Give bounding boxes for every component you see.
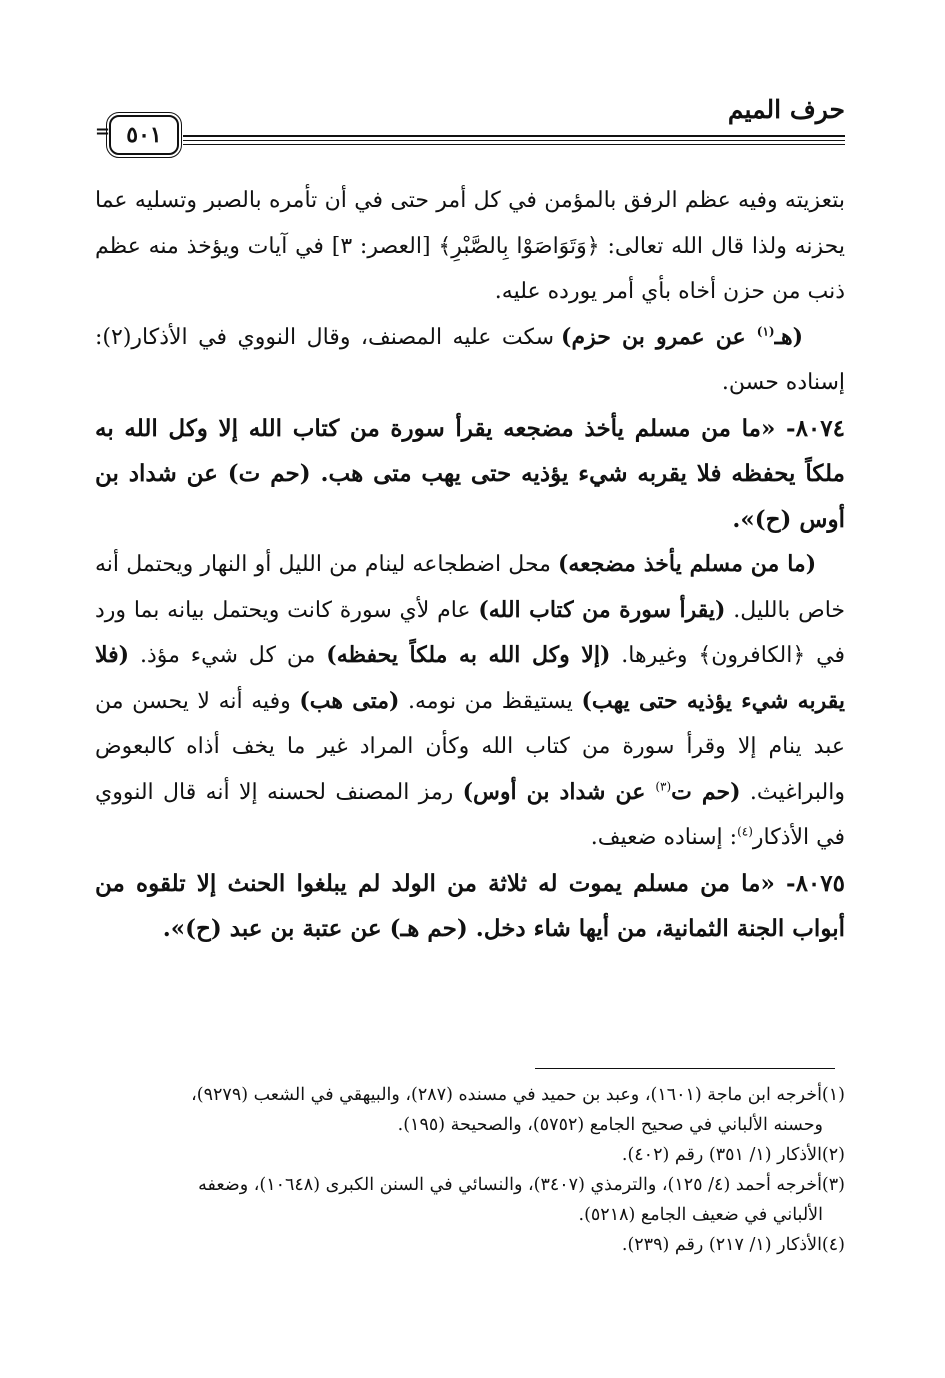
hadith-8075: ٨٠٧٥- «ما من مسلم يموت له ثلاثة من الولد لم يبلغوا الحنث إلا تلقوه من أبواب الجنة الثمانية، من أيها شاء دخل. (حم هـ) عن عتبة بن عبد (ح)». (95, 869, 845, 942)
footnote-separator (535, 1068, 835, 1069)
source-marker: (هـ$^{(١)}$ عن عمرو بن حزم) (561, 323, 804, 350)
footnote-3-continued: الألباني في ضعيف الجامع (٥٢١٨). (578, 1205, 823, 1225)
hadith-8074: ٨٠٧٤- «ما من مسلم يأخذ مضجعه يقرأ سورة من كتاب الله إلا وكل الله به ملكاً يحفظه فلا يقربه شيء يؤذيه حتى يهب متى هب. (حم ت) عن شداد بن أوس (ح)». (95, 414, 845, 533)
footnote-4: (٤)الأذكار (١/ ٢١٧) رقم (٢٣٩). (621, 1235, 845, 1255)
commentary-paragraph: بتعزيته وفيه عظم الرفق بالمؤمن في كل أمر حتى في أن تأمره بالصبر وتسليه عما يحزنه ولذا قال الله تعالى: ﴿وَتَوَاصَوْا بِالصَّبْرِ﴾ [العصر: ٣] في آيات ويؤخذ منه عظم ذنب من حزن أخاه بأي أمر يورده عليه. (95, 188, 845, 304)
page-number: ٥٠١ (109, 115, 179, 155)
commentary-paragraph: (ما من مسلم يأخذ مضجعه) محل اضطجاعه لينام من الليل أو النهار ويحتمل أنه خاص بالليل. (يقرأ سورة من كتاب الله) عام لأي سورة كانت ويحتمل بيانه بما ورد في ﴿الكافرون﴾ وغيرها. (إلا وكل الله به ملكاً يحفظه) من كل شيء مؤذ. (فلا يقربه شيء يؤذيه حتى يهب) يستيقظ من نومه. (متى هب) وفيه أنه لا يحسن من عبد ينام إلا وقرأ سورة من كتاب الله وكأن المراد غير ما يخف أذاه كالبعوض والبراغيث. (حم ت$^{(٣)}$ عن شداد بن أوس) رمز المصنف لحسنه إلا أنه قال النووي في الأذكار$^{(٤)}$: إسناده ضعيف. (95, 551, 846, 850)
header-rule (95, 135, 845, 149)
footnotes (95, 1080, 845, 1260)
footnote-1: (١)أخرجه ابن ماجة (١٦٠١)، وعبد بن حميد في مسنده (٢٨٧)، والبيهقي في الشعب (٩٢٧٩)، (191, 1085, 845, 1105)
footnote-2: (٢)الأذكار (١/ ٣٥١) رقم (٤٠٢). (621, 1145, 845, 1165)
main-text (95, 178, 845, 952)
header-ornament: = (95, 121, 111, 142)
page-header (95, 95, 845, 155)
footnote-ref: (٣) (655, 779, 672, 794)
footnote-ref: (٤) (737, 824, 753, 839)
commentary-paragraph: (هـ$^{(١)}$ عن عمرو بن حزم) سكت عليه المصنف، وقال النووي في الأذكار(٢): إسناده حسن. (95, 323, 845, 395)
chapter-title: حرف الميم (727, 95, 845, 124)
footnote-3: (٣)أخرجه أحمد (٤/ ١٢٥)، والترمذي (٣٤٠٧)، والنسائي في السنن الكبرى (١٠٦٤٨)، وضعفه (198, 1175, 845, 1195)
footnote-1-continued: وحسنه الألباني في صحيح الجامع (٥٧٥٢)، والصحيحة (١٩٥). (397, 1115, 823, 1135)
footnote-ref: (١) (756, 324, 775, 339)
